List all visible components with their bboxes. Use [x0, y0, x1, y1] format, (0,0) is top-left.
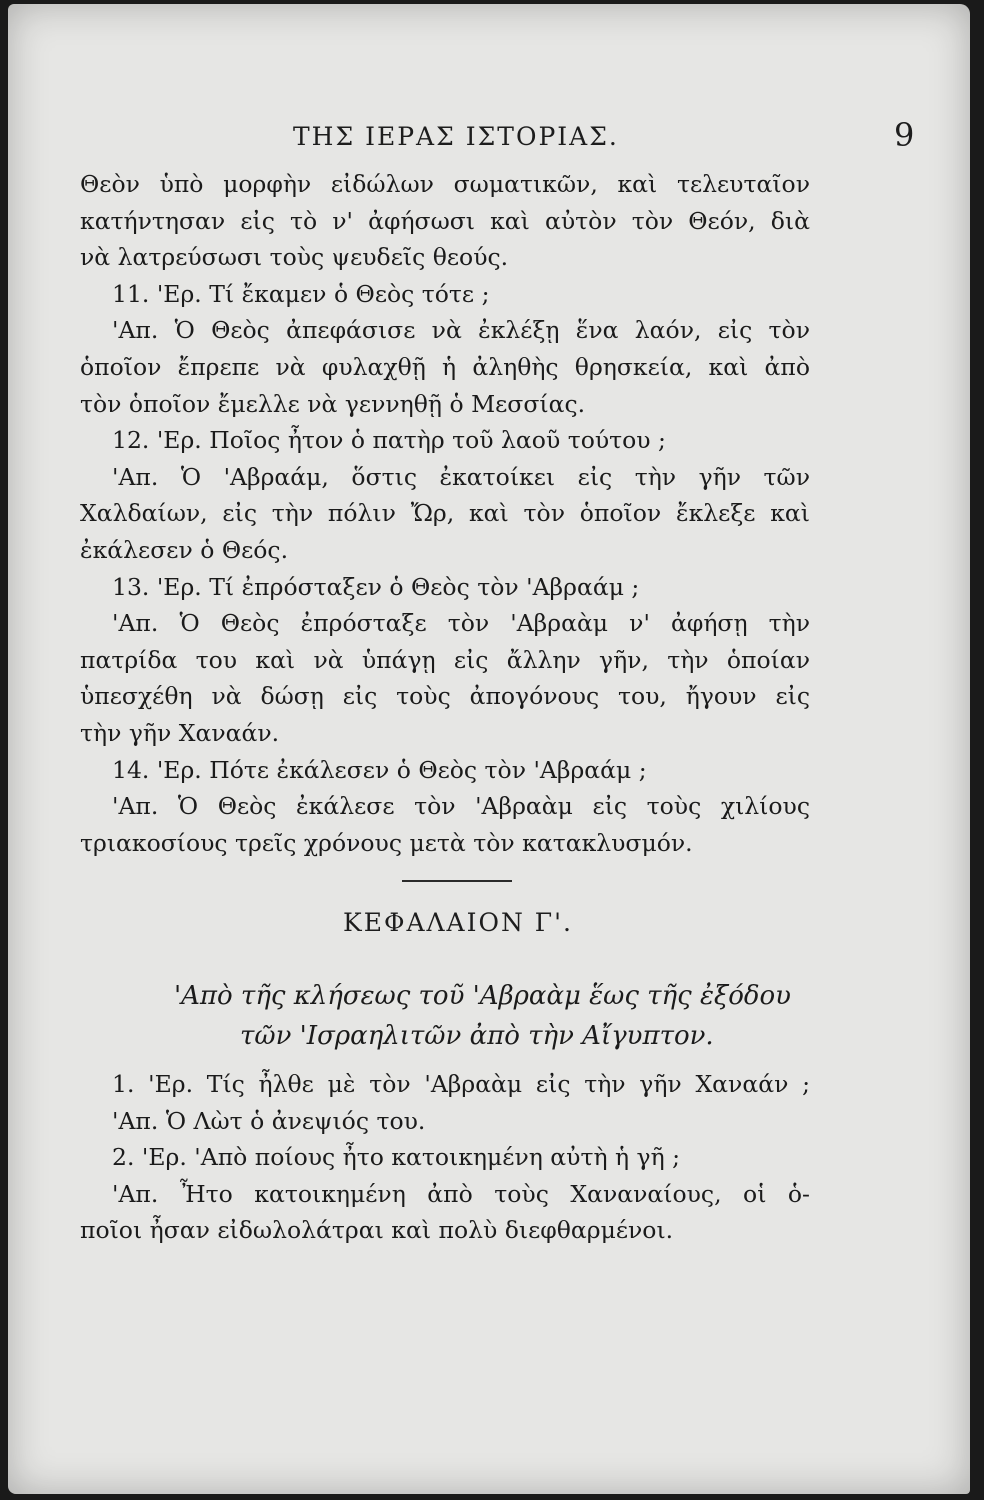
- text-line: ὑπεσχέθη νὰ δώσῃ εἰς τοὺς ἀπογόνους του, ἤγουν εἰς: [80, 682, 810, 711]
- text-line: 'Απ. Ὁ Θεὸς ἐκάλεσε τὸν 'Αβραὰμ εἰς τοὺς χιλίους: [112, 792, 810, 821]
- section-divider: [402, 880, 512, 882]
- text-line: κατήντησαν εἰς τὸ ν' ἀφήσωσι καὶ αὐτὸν τὸν Θεόν, διὰ: [80, 206, 810, 235]
- body-text-section-1: [80, 166, 810, 861]
- text-line: ὁποῖον ἔπρεπε νὰ φυλαχθῇ ἡ ἀληθὴς θρησκεία, καὶ ἀπὸ: [80, 352, 810, 381]
- chapter-subtitle: [118, 976, 798, 1056]
- page-number: 9: [894, 116, 915, 154]
- chapter-subtitle-line-2: τῶν 'Ισραηλιτῶν ἀπὸ τὴν Αἴγυπτον.: [240, 1021, 714, 1051]
- text-line: Θεὸν ὑπὸ μορφὴν εἰδώλων σωματικῶν, καὶ τελευταῖον: [80, 170, 810, 198]
- text-line: 'Απ. Ὁ Θεὸς ἀπεφάσισε νὰ ἐκλέξῃ ἕνα λαόν, εἰς τὸν: [112, 316, 810, 345]
- text-line: ποῖοι ἦσαν εἰδωλολάτραι καὶ πολὺ διεφθαρμένοι.: [80, 1216, 674, 1245]
- text-line: Χαλδαίων, εἰς τὴν πόλιν Ὤρ, καὶ τὸν ὁποῖον ἔκλεξε καὶ: [80, 499, 810, 528]
- text-line: 'Απ. Ὁ Λὼτ ὁ ἀνεψιός του.: [112, 1106, 426, 1135]
- chapter-subtitle-line-1: 'Απὸ τῆς κλήσεως τοῦ 'Αβραὰμ ἕως τῆς ἐξόδου: [174, 981, 791, 1011]
- text-line: τριακοσίους τρεῖς χρόνους μετὰ τὸν κατακλυσμόν.: [80, 828, 693, 857]
- text-line: νὰ λατρεύσωσι τοὺς ψευδεῖς θεούς.: [80, 243, 509, 272]
- book-page: [8, 4, 970, 1494]
- chapter-title: ΚΕΦΑΛΑΙΟΝ Γ'.: [343, 908, 573, 937]
- page-header: [8, 116, 970, 156]
- text-line: 12. 'Ερ. Ποῖος ἦτον ὁ πατὴρ τοῦ λαοῦ τούτου ;: [112, 426, 666, 455]
- text-line: 11. 'Ερ. Τί ἔκαμεν ὁ Θεὸς τότε ;: [112, 279, 490, 308]
- text-line: ἐκάλεσεν ὁ Θεός.: [80, 535, 289, 564]
- text-line: 'Απ. Ἦτο κατοικημένη ἀπὸ τοὺς Χαναναίους, οἱ ὁ-: [112, 1179, 810, 1208]
- text-line: 13. 'Ερ. Τί ἐπρόσταξεν ὁ Θεὸς τὸν 'Αβραάμ ;: [112, 572, 640, 601]
- text-line: 'Απ. Ὁ 'Αβραάμ, ὅστις ἐκατοίκει εἰς τὴν γῆν τῶν: [112, 462, 810, 491]
- text-line: 2. 'Ερ. 'Απὸ ποίους ἦτο κατοικημένη αὐτὴ ἡ γῆ ;: [112, 1143, 681, 1172]
- text-line: 'Απ. Ὁ Θεὸς ἐπρόσταξε τὸν 'Αβραὰμ ν' ἀφήσῃ τὴν: [112, 609, 810, 638]
- text-line: τὸν ὁποῖον ἔμελλε νὰ γεννηθῇ ὁ Μεσσίας.: [80, 389, 586, 418]
- running-head: ΤΗΣ ΙΕΡΑΣ ΙΣΤΟΡΙΑΣ.: [293, 122, 619, 151]
- text-line: πατρίδα του καὶ νὰ ὑπάγῃ εἰς ἄλλην γῆν, τὴν ὁποίαν: [80, 645, 810, 674]
- text-line: τὴν γῆν Χαναάν.: [80, 718, 280, 747]
- text-line: 14. 'Ερ. Πότε ἐκάλεσεν ὁ Θεὸς τὸν 'Αβραάμ ;: [112, 755, 647, 784]
- text-line: 1. 'Ερ. Τίς ἦλθε μὲ τὸν 'Αβραὰμ εἰς τὴν γῆν Χαναάν ;: [112, 1070, 810, 1098]
- body-text-section-2: [80, 1066, 810, 1249]
